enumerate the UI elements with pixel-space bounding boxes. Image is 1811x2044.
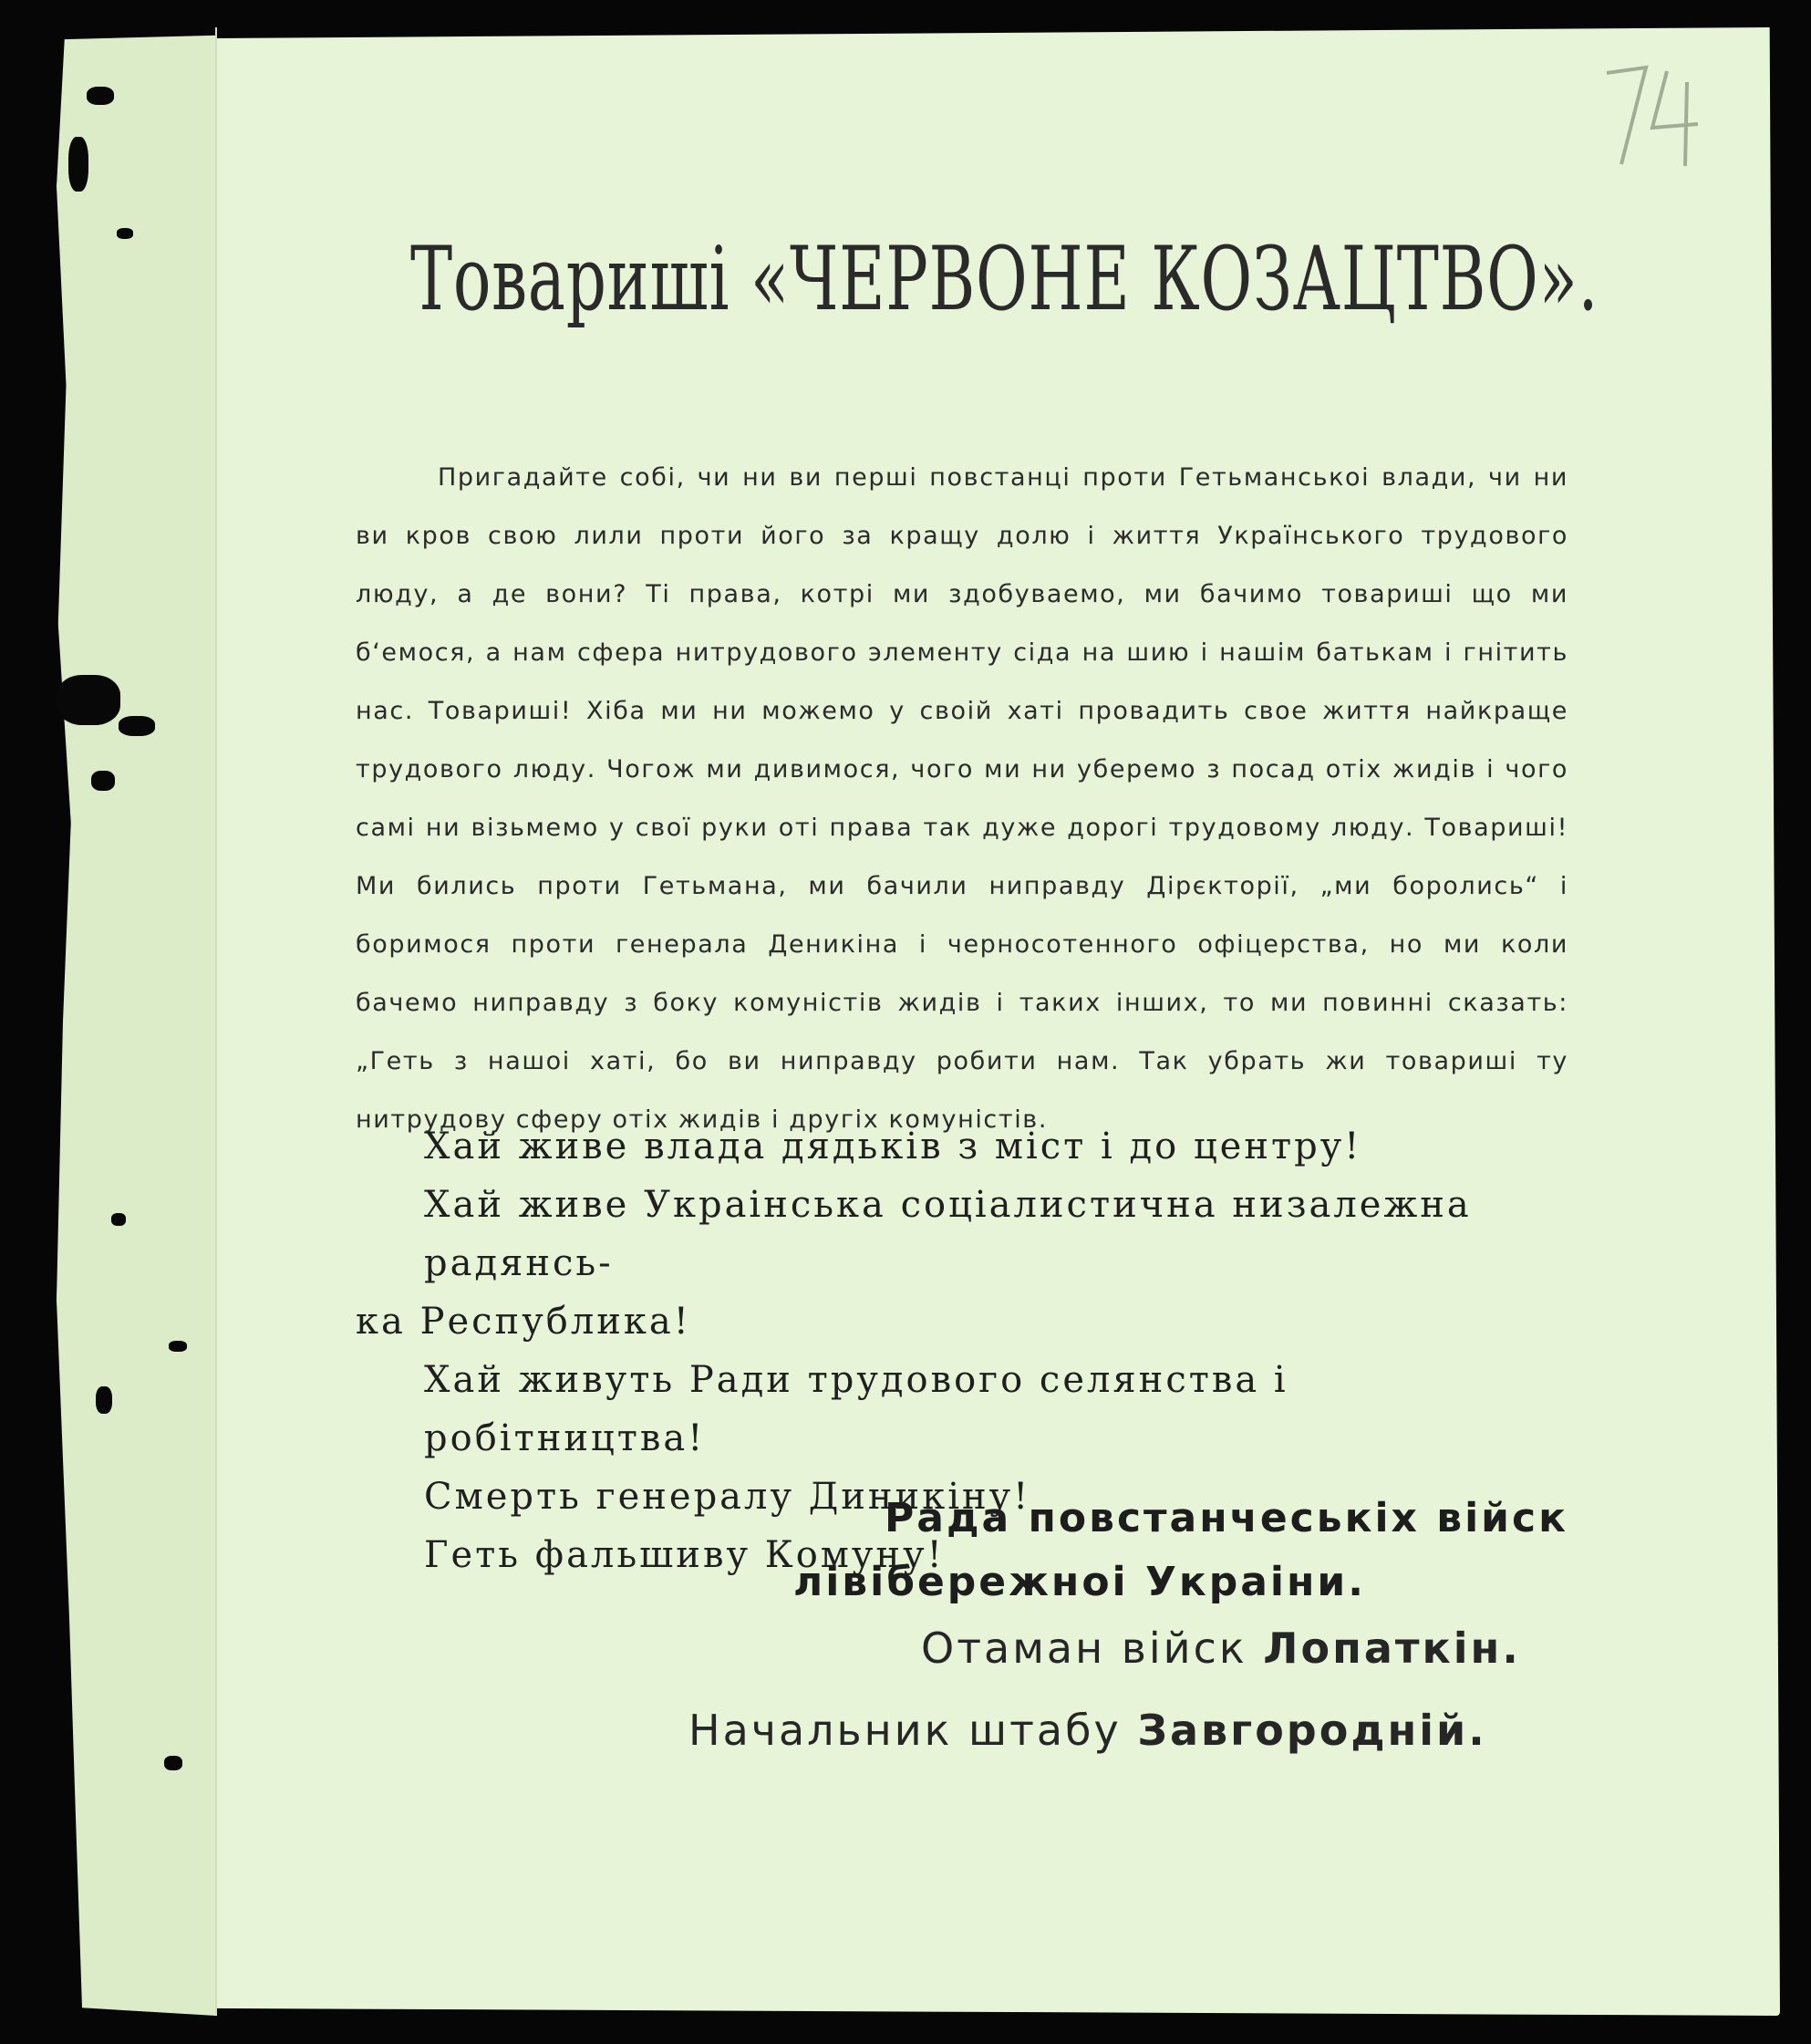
paper-damage [117, 228, 133, 239]
ataman-signature [921, 1624, 1521, 1673]
slogan-1: Хай живе влада дядьків з міст і до центру! [424, 1126, 1362, 1167]
leaflet [347, 228, 1599, 1755]
issuing-council [793, 1487, 1568, 1614]
paper-damage [68, 137, 88, 192]
leaflet-body: Пригадайте собі, чи ни ви перші повстанці проти Гетьманськоі влади, чи ни ви кров свою лили проти його за кращу долю і життя Украïнського трудового люду, а де вони? Ті права, котрі ми здобуваемо, ми бачимо товариші що ми б‘емося, а нам сфера нитрудового элементу сіда на шию і нашім батькам і гнітить нас. Товариші! Хіба ми ни можемо у своій хаті провадить свое життя найкраще трудового люду. Чогож ми дивимося, чого ми ни уберемо з посад отіх жидів і чого самі ни візьмемо у свої руки оті права так дуже дорогі трудовому люду. Товариші! Ми бились проти Гетьмана, ми бачили ниправду Дірєкторії, „ми боролись“ і боримося проти генерала Деникіна і черносотенного офіцерства, но ми коли бачемо ниправду з боку комуністів жидів і таких інших, то ми повинні сказать: „Геть з нашоі хаті, бо ви ниправду робити нам. Так убрать жи товариші ту нитрудову сферу отіх жидів і другіх комуністів. [356, 463, 1568, 1134]
council-line-2: лівібережноі Украіни. [793, 1559, 1366, 1605]
slogan-3: Хай живуть Ради трудового селянства і робітництва! [424, 1359, 1288, 1459]
slogan-4: Смерть генералу Диникіну! [424, 1476, 1031, 1518]
chief-title: Начальник штабу [688, 1706, 1122, 1755]
slogan-2: Хай живе Украінська соціалистична низалежна радянсь- [424, 1184, 1472, 1284]
archive-page-number [1596, 55, 1705, 173]
ataman-name: Лопаткін. [1263, 1624, 1521, 1673]
paper-damage [96, 1386, 112, 1414]
paper-damage [57, 675, 120, 725]
paper-damage [91, 771, 115, 791]
paper-margin-strip [57, 27, 216, 2016]
slogan-2-continued: ка Республика! [356, 1301, 691, 1343]
paper-damage [169, 1341, 187, 1352]
chief-of-staff-signature [688, 1706, 1487, 1755]
council-line-1: Рада повстанчеськіх війск [885, 1495, 1568, 1541]
paper-damage [164, 1756, 182, 1770]
ataman-title: Отаман війск [921, 1624, 1247, 1673]
paper-damage [119, 716, 155, 736]
paper-fold-line [215, 27, 217, 2016]
slogan-5: Геть фальшиву Комуну! [424, 1534, 945, 1576]
paper-damage [87, 87, 114, 105]
paper-damage [111, 1213, 126, 1226]
chief-name: Завгородній. [1137, 1706, 1487, 1755]
page-title: Товариші «ЧЕРВОНЕ КОЗАЦТВО». [410, 228, 1599, 330]
